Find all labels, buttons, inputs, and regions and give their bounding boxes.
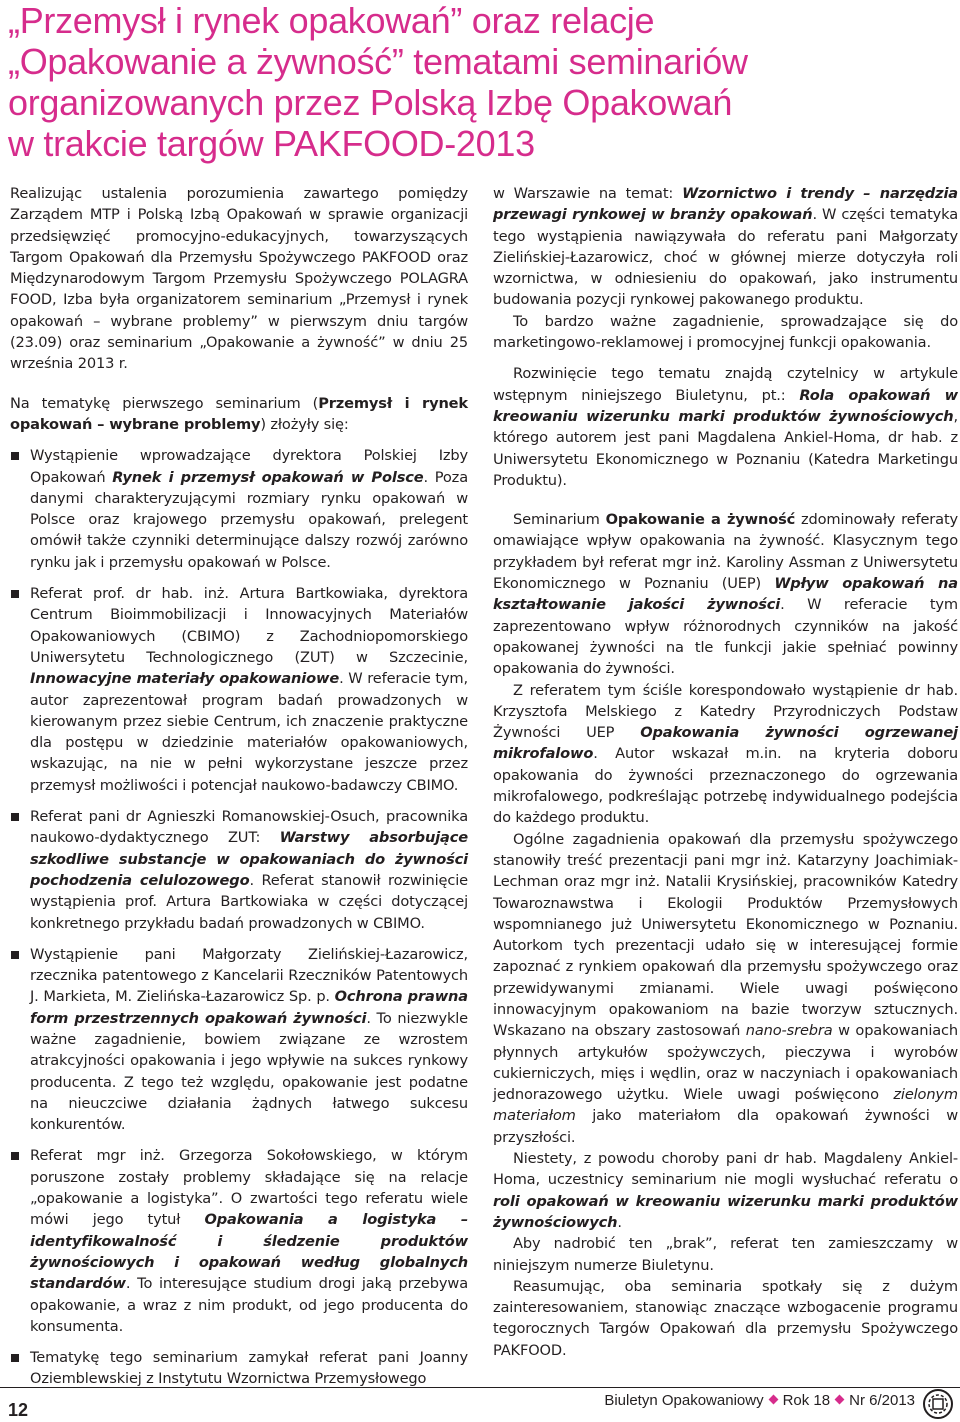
footer-publication-info	[604, 1392, 915, 1409]
bullet-square-icon	[11, 951, 19, 959]
bullet-square-icon	[11, 1152, 19, 1160]
intro-paragraph: Realizując ustalenia porozumienia zawartego pomiędzy Zarządem MTP i Polską Izbą Opakowań w sprawie organizacji przedsięwzięć promocyjno-edukacyjnych, towarzyszących Targom Opakowań dla Przemysłu Spożywczego PAKFOOD oraz Międzynarodowym Targom Przemysłu Spożywczego POLAGRA FOOD, Izba była organizatorem seminarium „Przemysł i rynek opakowań – wybrane problemy” w pierwszym dniu targów (23.09) oraz seminarium „Opakowanie a żywność” w dniu 25 września 2013 r.	[10, 185, 468, 373]
footer-divider	[0, 1387, 960, 1388]
article-title	[8, 0, 953, 164]
list-item: Wystąpienie pani Małgorzaty Zielińskiej-Łazarowicz, rzecznika patentowego z Kancelarii Rzeczników Patentowych J. Markieta, M. Zielińska-Łazarowicz Sp. p. Ochrona prawna form przestrzennych opakowań żywności. To niezwykle ważne zagadnienie, bowiem związane ze wzrostem atrakcyjności opakowania i jego wpływie na sukces rynkowy producenta. Z tego też względu, opakowanie jest podatne na nieuczciwe działania żądnych łatwego sukcesu konkurentów.	[10, 944, 468, 1136]
page-number: 12	[8, 1400, 29, 1420]
diamond-icon	[835, 1395, 845, 1405]
diamond-icon	[768, 1395, 778, 1405]
list-item: Wystąpienie wprowadzające dyrektora Polskiej Izby Opakowań Rynek i przemysł opakowań w Polsce. Poza danymi charakteryzującymi rozmiary rynku opakowań w Polsce oraz krajowego przemysłu opakowań, prelegent omówił także czynniki determinujące dalszy rozwój zarówno rynku jak i przemysłu opakowań w Polsce.	[10, 445, 468, 573]
bullet-square-icon	[11, 1354, 19, 1362]
bullet-square-icon	[11, 813, 19, 821]
title-line: „Opakowanie a żywność” tematami seminariów	[8, 41, 748, 82]
paragraph: Niestety, z powodu choroby pani dr hab. Magdaleny Ankiel-Homa, uczestnicy seminarium nie mogli wysłuchać referatu o roli opakowań w kreowaniu wizerunku marki produktów żywnościowych.	[493, 1150, 958, 1231]
paragraph: Seminarium Opakowanie a żywność zdominowały referaty omawiające wpływ opakowania na żywność. Klasycznym tego przykładem był referat mgr inż. Karoliny Assman z Uniwersytetu Ekonomicznego w Poznaniu (UEP) Wpływ opakowań na kształtowanie jakości żywności. W referacie tym zaprezentowano wpływ różnorodnych czynników na jakość opakowanej żywności na tle funkcji jakie spełniać powinny opakowania do żywności.	[493, 511, 958, 678]
bullet-square-icon	[11, 590, 19, 598]
list-item: Referat pani dr Agnieszki Romanowskiej-Osuch, pracownika naukowo-dydaktycznego ZUT: Warstwy absorbujące szkodliwe substancje w opakowaniach do żywności pochodzenia celulozowego. Referat stanowił rozwinięcie wystąpienia prof. Artura Bartkowiaka w części dotyczącej konkretnego przykładu badań prowadzonych w CBIMO.	[10, 806, 468, 934]
title-line: „Przemysł i rynek opakowań” oraz relacje	[8, 0, 655, 41]
bullet-square-icon	[11, 452, 19, 460]
publication-name: Biuletyn Opakowaniowy	[604, 1392, 764, 1409]
year-label: Rok 18	[782, 1392, 831, 1409]
issue-label: Nr 6/2013	[849, 1392, 915, 1409]
paragraph: w Warszawie na temat: Wzornictwo i trendy – narzędzia przewagi rynkowej w branży opakowań. W części tematyka tego wystąpienia nawiązywała do referatu pani Małgorzaty Zielińskiej-Łazarowicz, choć w głównej mierze dotyczyła roli wzornictwa, w odniesieniu do opakowań, jako instrumentu budowania pozycji rynkowej pakowanego produktu.	[493, 185, 958, 309]
list-item: Referat prof. dr hab. inż. Artura Bartkowiaka, dyrektora Centrum Bioimmobilizacji i Innowacyjnych Materiałów Opakowaniowych (CBIMO) z Zachodniopomorskiego Uniwersytetu Technologicznego (ZUT) w Szczecinie, Innowacyjne materiały opakowaniowe. W referacie tym, autor zaprezentował program badań prowadzonych w kierowanym przez siebie Centrum, ich znaczenie praktyczne dla postępu w dziedzinie materiałów opakowaniowych, wskazując, na nie w pełni wykorzystane jeszcze przez przemysł możliwości i potencjał naukowo-badawczy CBIMO.	[10, 583, 468, 796]
paragraph: Z referatem tym ściśle korespondowało wystąpienie dr hab. Krzysztofa Melskiego z Katedry Przyrodniczych Podstaw Żywności UEP Opakowania żywności ogrzewanej mikrofalowo. Autor wskazał m.in. na kryteria doboru opakowania do żywności przeznaczonego do ogrzewania mikrofalowego, podkreślając potrzebę indywidualnego podejścia do każdego produktu.	[493, 681, 958, 827]
topics-paragraph: Na tematykę pierwszego seminarium (Przemysł i rynek opakowań – wybrane problemy) złożyły się:	[10, 394, 468, 433]
right-column	[493, 183, 958, 1361]
title-line: w trakcie targów PAKFOOD-2013	[8, 123, 535, 164]
left-column	[10, 183, 468, 1390]
list-item: Referat mgr inż. Grzegorza Sokołowskiego, w którym poruszone zostały problemy składające się na relacje „opakowanie a logistyka”. O zwartości tego referatu wiele mówi jego tytuł Opakowania a logistyka – identyfikowalność i śledzenie produktów żywnościowych i opakowań według globalnych standardów. To interesujące studium drogi jaką przebywa opakowanie, a wraz z nim produkt, od jego producenta do konsumenta.	[10, 1145, 468, 1337]
list-item: Tematykę tego seminarium zamykał referat pani Joanny Oziemblewskiej z Instytutu Wzornictwa Przemysłowego	[10, 1347, 468, 1390]
paragraph: Aby nadrobić ten „brak”, referat ten zamieszczamy w niniejszym numerze Biuletynu.	[493, 1235, 958, 1274]
paragraph: To bardzo ważne zagadnienie, sprowadzające się do marketingowo-reklamowej i promocyjnej funkcji opakowania.	[493, 312, 958, 352]
title-line: organizowanych przez Polską Izbę Opakowań	[8, 82, 733, 123]
paragraph: Rozwinięcie tego tematu znajdą czytelnicy w artykule wstępnym niniejszego Biuletynu, pt.: Rola opakowań w kreowaniu wizerunku marki produktów żywnościowych, którego autorem jest pani Magdalena Ankiel-Homa, dr hab. z Uniwersytetu Ekonomicznego w Poznaniu (Katedra Marketingu Produktu).	[493, 365, 958, 489]
seminar-talks-list	[10, 445, 468, 1389]
paragraph: Ogólne zagadnienia opakowań dla przemysłu spożywczego stanowiły treść prezentacji pani mgr inż. Katarzyny Joachimiak-Lechman oraz mgr inż. Natalii Krysińskiej, pracowników Katedry Towaroznawstwa i Ekologii Produktów Przemysłowych wspomnianego już Uniwersytetu Ekonomicznego w Poznaniu. Autorkom tych prezentacji udało się w interesującej formie zapoznać z rynkiem opakowań dla przemysłu spożywczego oraz przewidywanymi zmianami. Wiele uwagi poświęcono innowacyjnym opakowaniom na bazie tworzyw sztucznych. Wskazano na obszary zastosowań nano-srebra w opakowaniach płynnych artykułów spożywczych, pieczywa i wyrobów cukierniczych, mięs i wędlin, oraz w naczyniach i opakowaniach jednorazowego użytku. Wiele uwagi poświęcono zielonym materiałom jako materiałom dla opakowań żywności w przyszłości.	[493, 830, 959, 1146]
chamber-logo-icon	[922, 1388, 954, 1420]
paragraph: Reasumując, oba seminaria spotkały się z dużym zainteresowaniem, stanowiąc znaczące wzbogacenie programu tegorocznych Targów Opakowań dla przemysłu Spożywczego PAKFOOD.	[493, 1277, 958, 1359]
